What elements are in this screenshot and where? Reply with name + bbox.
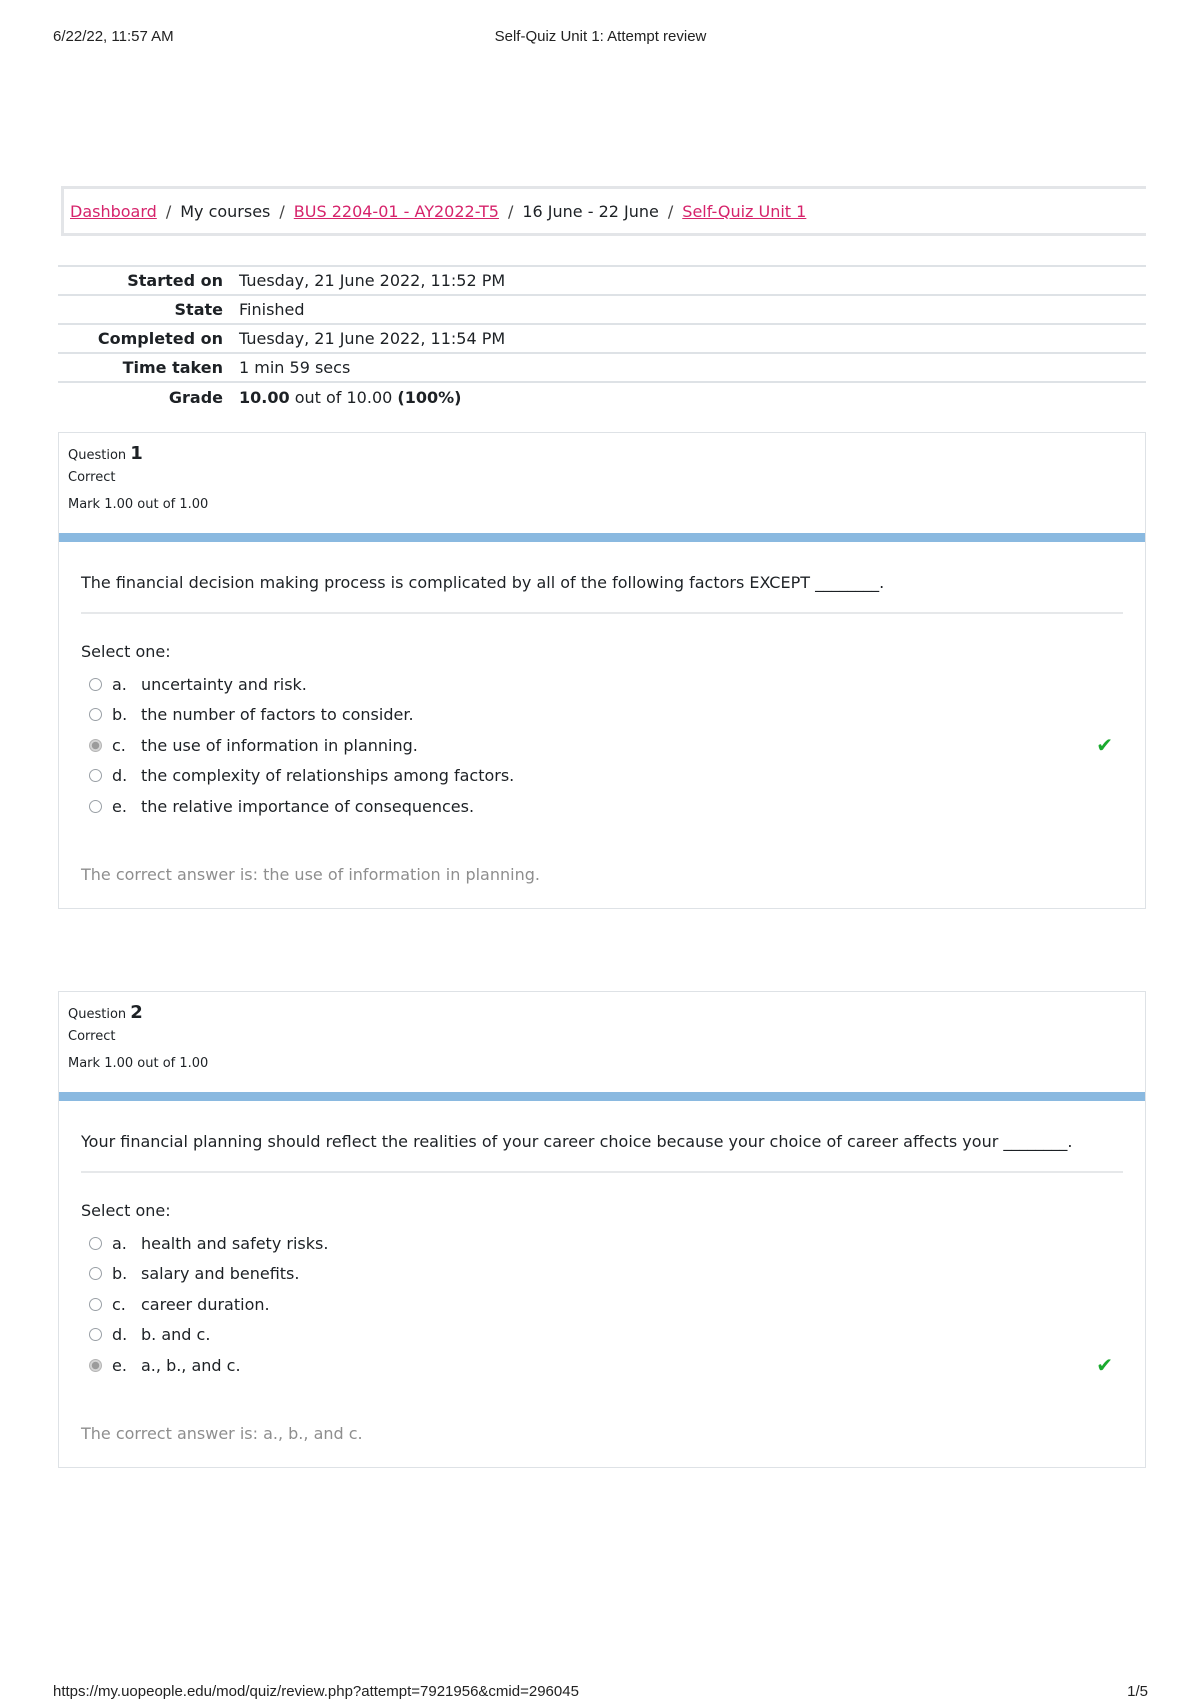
option-letter: e. bbox=[112, 1355, 127, 1375]
question-mark: Mark 1.00 out of 1.00 bbox=[68, 1056, 209, 1071]
question-2 bbox=[58, 991, 1146, 1468]
radio-button[interactable] bbox=[89, 1267, 102, 1280]
print-footer bbox=[53, 1683, 1148, 1703]
summary-row-time bbox=[58, 353, 1146, 382]
grade-out-of: out of 10.00 bbox=[294, 387, 393, 407]
select-one-prompt: Select one: bbox=[81, 1201, 171, 1220]
answer-option-d[interactable] bbox=[81, 761, 1123, 792]
radio-button[interactable] bbox=[89, 769, 102, 782]
answer-option-c[interactable] bbox=[81, 730, 1123, 761]
option-text: the use of information in planning. bbox=[141, 735, 418, 755]
option-letter: d. bbox=[112, 766, 128, 786]
question-label: Question bbox=[68, 448, 127, 463]
answer-option-c[interactable] bbox=[81, 1289, 1123, 1320]
time-taken-label: Time taken bbox=[122, 358, 223, 377]
breadcrumb-separator: / bbox=[667, 201, 674, 221]
question-number-value: 2 bbox=[130, 1002, 143, 1023]
question-formulation bbox=[59, 533, 1145, 848]
print-datetime: 6/22/22, 11:57 AM bbox=[53, 28, 174, 45]
breadcrumb-dashboard-link[interactable]: Dashboard bbox=[70, 201, 157, 221]
correct-answer-feedback: The correct answer is: the use of information in planning. bbox=[81, 865, 540, 884]
breadcrumb-course-link[interactable]: BUS 2204-01 - AY2022-T5 bbox=[293, 201, 499, 221]
started-label: Started on bbox=[127, 271, 223, 290]
radio-button[interactable] bbox=[89, 800, 102, 813]
question-state: Correct bbox=[68, 470, 116, 485]
option-letter: b. bbox=[112, 705, 128, 725]
option-letter: d. bbox=[112, 1325, 128, 1345]
breadcrumb-separator: / bbox=[279, 201, 285, 221]
option-letter: e. bbox=[112, 796, 127, 816]
answer-option-e[interactable] bbox=[81, 1350, 1123, 1381]
option-text: b. and c. bbox=[141, 1325, 211, 1345]
option-text: the complexity of relationships among factors. bbox=[141, 766, 515, 786]
option-letter: b. bbox=[112, 1264, 128, 1284]
summary-row-started bbox=[58, 266, 1146, 295]
completed-label: Completed on bbox=[97, 329, 223, 348]
option-text: the number of factors to consider. bbox=[141, 705, 414, 725]
radio-button[interactable] bbox=[89, 708, 102, 721]
print-header bbox=[53, 28, 1148, 48]
check-icon: ✔ bbox=[1096, 733, 1113, 758]
option-letter: c. bbox=[112, 1294, 126, 1314]
option-text: the relative importance of consequences. bbox=[141, 796, 475, 816]
grade-percent: (100%) bbox=[397, 387, 462, 407]
answer-option-d[interactable] bbox=[81, 1320, 1123, 1351]
answer-option-b[interactable] bbox=[81, 700, 1123, 731]
breadcrumb bbox=[61, 186, 1146, 236]
question-text: The financial decision making process is complicated by all of the following factors EXCEPT ________. bbox=[81, 542, 1123, 614]
correct-answer-feedback: The correct answer is: a., b., and c. bbox=[81, 1424, 363, 1443]
breadcrumb-separator: / bbox=[507, 201, 514, 221]
option-letter: a. bbox=[112, 1233, 127, 1253]
page-number: 1/5 bbox=[1127, 1683, 1148, 1700]
option-text: health and safety risks. bbox=[141, 1233, 329, 1253]
check-icon: ✔ bbox=[1096, 1353, 1113, 1378]
option-letter: c. bbox=[112, 735, 126, 755]
answer-option-b[interactable] bbox=[81, 1259, 1123, 1290]
option-letter: a. bbox=[112, 674, 127, 694]
print-page-title: Self-Quiz Unit 1: Attempt review bbox=[494, 28, 707, 45]
summary-row-grade bbox=[58, 382, 1146, 411]
print-url: https://my.uopeople.edu/mod/quiz/review.php?attempt=7921956&cmid=296045 bbox=[53, 1683, 579, 1700]
started-value: Tuesday, 21 June 2022, 11:52 PM bbox=[239, 271, 506, 290]
radio-button[interactable] bbox=[89, 1298, 102, 1311]
question-state: Correct bbox=[68, 1029, 116, 1044]
question-number bbox=[68, 1002, 1136, 1023]
option-text: a., b., and c. bbox=[141, 1355, 241, 1375]
state-value: Finished bbox=[239, 300, 305, 319]
grade-label: Grade bbox=[168, 387, 223, 407]
radio-button[interactable] bbox=[89, 1328, 102, 1341]
option-text: salary and benefits. bbox=[141, 1264, 300, 1284]
attempt-summary-table bbox=[58, 265, 1146, 411]
question-label: Question bbox=[68, 1007, 127, 1022]
answer-option-e[interactable] bbox=[81, 791, 1123, 822]
question-info bbox=[59, 992, 1145, 1092]
question-number bbox=[68, 443, 1136, 464]
answer-option-a[interactable] bbox=[81, 1228, 1123, 1259]
grade-value bbox=[239, 382, 1146, 411]
question-1 bbox=[58, 432, 1146, 909]
select-one-prompt: Select one: bbox=[81, 642, 171, 661]
question-text: Your financial planning should reflect the realities of your career choice because your choice of career affects your ________. bbox=[81, 1101, 1123, 1173]
option-text: uncertainty and risk. bbox=[141, 674, 307, 694]
completed-value: Tuesday, 21 June 2022, 11:54 PM bbox=[239, 329, 506, 348]
radio-button[interactable] bbox=[89, 678, 102, 691]
question-formulation bbox=[59, 1092, 1145, 1407]
question-mark: Mark 1.00 out of 1.00 bbox=[68, 497, 209, 512]
question-info bbox=[59, 433, 1145, 533]
option-text: career duration. bbox=[141, 1294, 270, 1314]
question-number-value: 1 bbox=[130, 443, 143, 464]
time-taken-value: 1 min 59 secs bbox=[239, 358, 351, 377]
radio-button[interactable] bbox=[89, 1237, 102, 1250]
breadcrumb-week: 16 June - 22 June bbox=[522, 201, 659, 221]
answer-option-a[interactable] bbox=[81, 669, 1123, 700]
state-label: State bbox=[174, 300, 223, 319]
breadcrumb-my-courses: My courses bbox=[180, 201, 271, 221]
summary-row-state bbox=[58, 295, 1146, 324]
answer-options bbox=[81, 669, 1123, 822]
breadcrumb-separator: / bbox=[165, 201, 172, 221]
breadcrumb-quiz-link[interactable]: Self-Quiz Unit 1 bbox=[682, 201, 807, 221]
radio-button-selected[interactable] bbox=[89, 739, 102, 752]
radio-button-selected[interactable] bbox=[89, 1359, 102, 1372]
answer-options bbox=[81, 1228, 1123, 1381]
summary-row-completed bbox=[58, 324, 1146, 353]
grade-score: 10.00 bbox=[239, 387, 290, 407]
